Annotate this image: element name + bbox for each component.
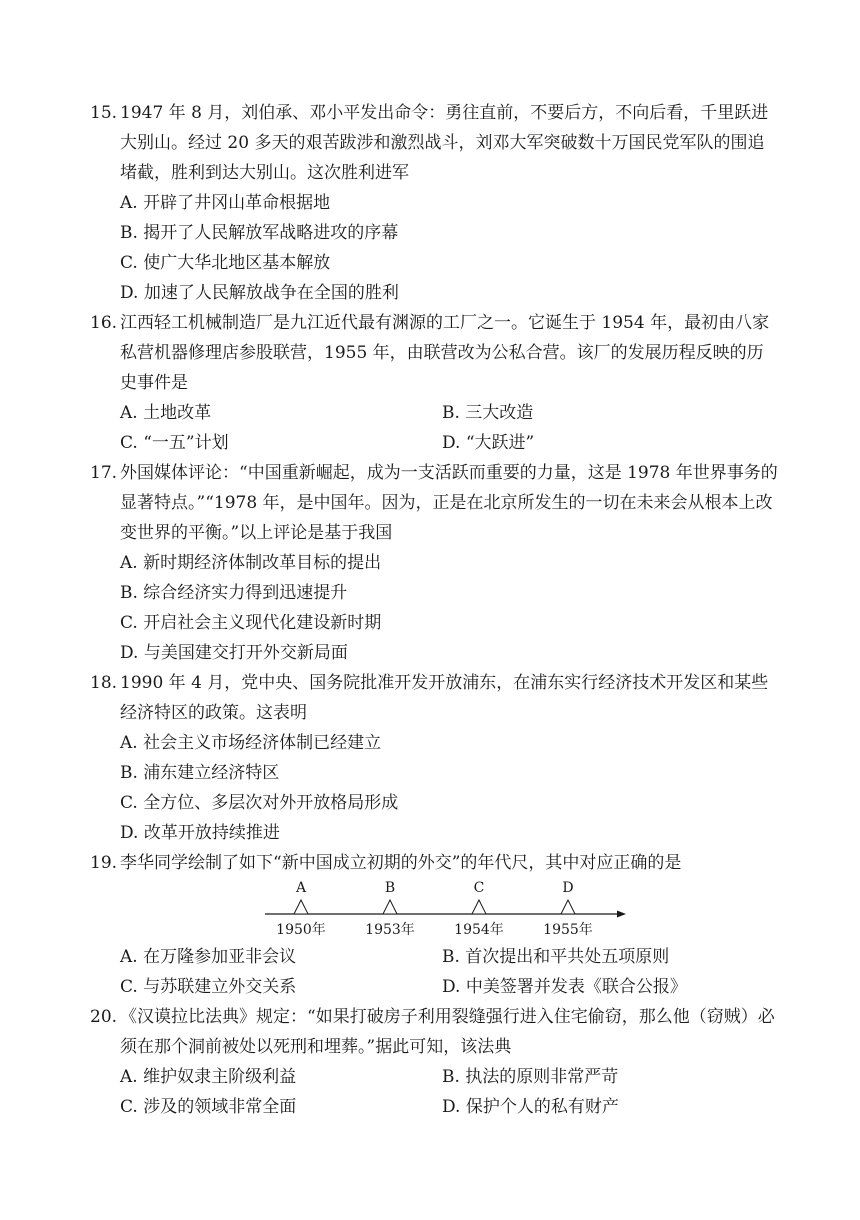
timeline-year-label: 1955年	[543, 922, 593, 938]
timeline-year-label: 1954年	[454, 922, 504, 938]
timeline-year-label: 1950年	[276, 922, 326, 938]
option-b[interactable]: B. 三大改造	[442, 403, 534, 423]
question-stem	[90, 1002, 780, 1062]
question-stem	[90, 308, 780, 398]
option-c[interactable]: C. 涉及的领域非常全面	[120, 1097, 297, 1117]
option-b[interactable]: B. 综合经济实力得到迅速提升	[120, 583, 348, 603]
timeline-marker-triangle	[383, 900, 397, 914]
option-d[interactable]: D. 加速了人民解放战争在全国的胜利	[120, 283, 399, 303]
timeline-letter-a: A	[295, 880, 307, 896]
options-list	[90, 1062, 780, 1122]
question-stem	[90, 98, 780, 188]
timeline-letter-b: B	[384, 880, 396, 896]
question-15	[90, 98, 780, 308]
option-d[interactable]: D. “大跃进”	[442, 433, 535, 453]
question-text: 《汉谟拉比法典》规定：“如果打破房子利用裂缝强行进入住宅偷窃，那么他（窃贼）必须在那个洞前被处以死刑和埋葬。”据此可知，该法典	[120, 1007, 775, 1057]
option-d[interactable]: D. 改革开放持续推进	[120, 823, 280, 843]
options-list	[90, 942, 780, 1002]
options-list	[90, 548, 780, 668]
question-number: 15.	[90, 103, 118, 123]
question-stem	[90, 668, 780, 728]
question-text: 1990 年 4 月，党中央、国务院批准开发开放浦东，在浦东实行经济技术开发区和某些经济特区的政策。这表明	[120, 673, 769, 723]
option-a[interactable]: A. 新时期经济体制改革目标的提出	[120, 553, 382, 573]
question-18	[90, 668, 780, 848]
options-list	[90, 398, 780, 458]
question-text: 外国媒体评论：“中国重新崛起，成为一支活跃而重要的力量，这是 1978 年世界事务的显著特点。”“1978 年，是中国年。因为，正是在北京所发生的一切在未来会从根本上改变世界的平衡。”以上评论是基于我国	[120, 463, 778, 543]
option-a[interactable]: A. 社会主义市场经济体制已经建立	[120, 733, 382, 753]
timeline-letter-d: D	[562, 880, 574, 896]
option-c[interactable]: C. 使广大华北地区基本解放	[120, 253, 331, 273]
option-a[interactable]: A. 开辟了井冈山革命根据地	[120, 193, 331, 213]
question-text: 李华同学绘制了如下“新中国成立初期的外交”的年代尺，其中对应正确的是	[120, 853, 682, 873]
option-a[interactable]: A. 在万隆参加亚非会议	[120, 947, 297, 967]
timeline-marker-triangle	[472, 900, 486, 914]
question-number: 17.	[90, 463, 118, 483]
question-text: 1947 年 8 月，刘伯承、邓小平发出命令：勇往直前，不要后方，不向后看，千里跃进大别山。经过 20 多天的艰苦跋涉和激烈战斗，刘邓大军突破数十万国民党军队的围追堵截，胜利到达大别山。这次胜利进军	[120, 103, 769, 183]
question-number: 20.	[90, 1007, 118, 1027]
timeline-figure	[90, 878, 780, 942]
option-b[interactable]: B. 执法的原则非常严苛	[442, 1067, 619, 1087]
option-a[interactable]: A. 维护奴隶主阶级利益	[120, 1067, 297, 1087]
option-d[interactable]: D. 保护个人的私有财产	[442, 1097, 619, 1117]
timeline-arrow-icon	[617, 911, 626, 918]
option-c[interactable]: C. 与苏联建立外交关系	[120, 977, 297, 997]
question-text: 江西轻工机械制造厂是九江近代最有渊源的工厂之一。它诞生于 1954 年，最初由八家私营机器修理店参股联营，1955 年，由联营改为公私合营。该厂的发展历程反映的历史事件是	[120, 313, 770, 393]
option-d[interactable]: D. 中美签署并发表《联合公报》	[442, 977, 687, 997]
option-c[interactable]: C. 全方位、多层次对外开放格局形成	[120, 793, 399, 813]
question-20	[90, 1002, 780, 1122]
question-stem	[90, 458, 780, 548]
option-a[interactable]: A. 土地改革	[120, 403, 212, 423]
question-number: 16.	[90, 313, 118, 333]
timeline-marker-triangle	[294, 900, 308, 914]
options-list	[90, 728, 780, 848]
option-d[interactable]: D. 与美国建交打开外交新局面	[120, 643, 348, 663]
timeline-year-label: 1953年	[365, 922, 415, 938]
question-number: 18.	[90, 673, 118, 693]
option-c[interactable]: C. “一五”计划	[120, 433, 229, 453]
question-19	[90, 848, 780, 1002]
question-stem	[90, 848, 780, 878]
timeline-marker-triangle	[561, 900, 575, 914]
option-c[interactable]: C. 开启社会主义现代化建设新时期	[120, 613, 382, 633]
options-list	[90, 188, 780, 308]
timeline-letter-c: C	[473, 880, 485, 896]
option-b[interactable]: B. 揭开了人民解放军战略进攻的序幕	[120, 223, 399, 243]
timeline-ruler	[90, 878, 780, 942]
question-16	[90, 308, 780, 458]
option-b[interactable]: B. 首次提出和平共处五项原则	[442, 947, 670, 967]
option-b[interactable]: B. 浦东建立经济特区	[120, 763, 280, 783]
question-number: 19.	[90, 853, 118, 873]
question-17	[90, 458, 780, 668]
